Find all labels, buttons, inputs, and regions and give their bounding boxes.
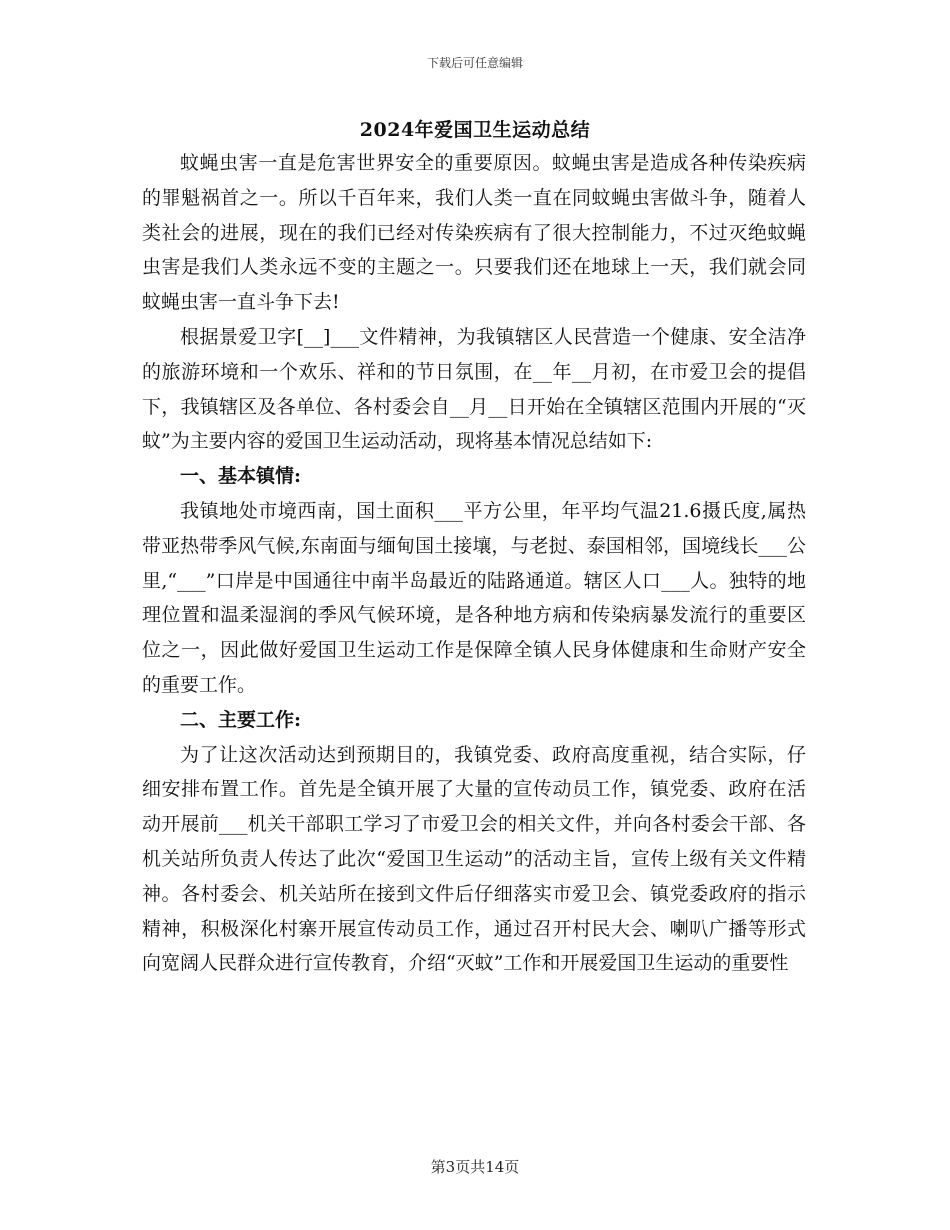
document-body — [142, 146, 806, 981]
page-number: 第3页共14页 — [430, 1158, 520, 1176]
section-heading-basic-situation: 一、基本镇情: — [180, 465, 302, 488]
paragraph-intro: 蚊蝇虫害一直是危害世界安全的重要原因。蚊蝇虫害是造成各种传染疾病的罪魁祸首之一。所以千百年来，我们人类一直在同蚊蝇虫害做斗争，随着人类社会的进展，现在的我们已经对传染疾病有了很大控制能力，不过灭绝蚊蝇虫害是我们人类永远不变的主题之一。只要我们还在地球上一天，我们就会同蚊蝇虫害一直斗争下去! — [142, 152, 806, 314]
paragraph-background: 根据景爱卫字[__]___文件精神，为我镇辖区人民营造一个健康、安全洁净的旅游环境和一个欢乐、祥和的节日氛围，在__年__月初，在市爱卫会的提倡下，我镇辖区及各单位、各村委会自__月__日开始在全镇辖区范围内开展的“灭蚊”为主要内容的爱国卫生运动活动，现将基本情况总结如下: — [142, 325, 806, 453]
section-heading-main-work: 二、主要工作: — [180, 708, 302, 731]
paragraph-main-work: 为了让这次活动达到预期目的，我镇党委、政府高度重视，结合实际，仔细安排布置工作。首先是全镇开展了大量的宣传动员工作，镇党委、政府在活动开展前___机关干部职工学习了市爱卫会的相关文件，并向各村委会干部、各机关站所负责人传达了此次“爱国卫生运动”的活动主旨，宣传上级有关文件精神。各村委会、机关站所在接到文件后仔细落实市爱卫会、镇党委政府的指示精神，积极深化村寨开展宣传动员工作，通过召开村民大会、喇叭广播等形式向宽阔人民群众进行宣传教育，介绍“灭蚊”工作和开展爱国卫生运动的重要性 — [142, 743, 806, 975]
page-header: 下载后可任意编辑 — [426, 56, 523, 70]
paragraph-basic-situation: 我镇地处市境西南，国土面积___平方公里，年平均气温21.6摄氏度,属热带亚热带季风气候,东南面与缅甸国土接壤，与老挝、泰国相邻，国境线长___公里,“___”口岸是中国通往中南半岛最近的陆路通道。辖区人口___人。独特的地理位置和温柔湿润的季风气候环境，是各种地方病和传染病暴发流行的重要区位之一，因此做好爱国卫生运动工作是保障全镇人民身体健康和生命财产安全的重要工作。 — [142, 499, 806, 696]
document-title: 2024年爱国卫生运动总结 — [359, 119, 591, 141]
